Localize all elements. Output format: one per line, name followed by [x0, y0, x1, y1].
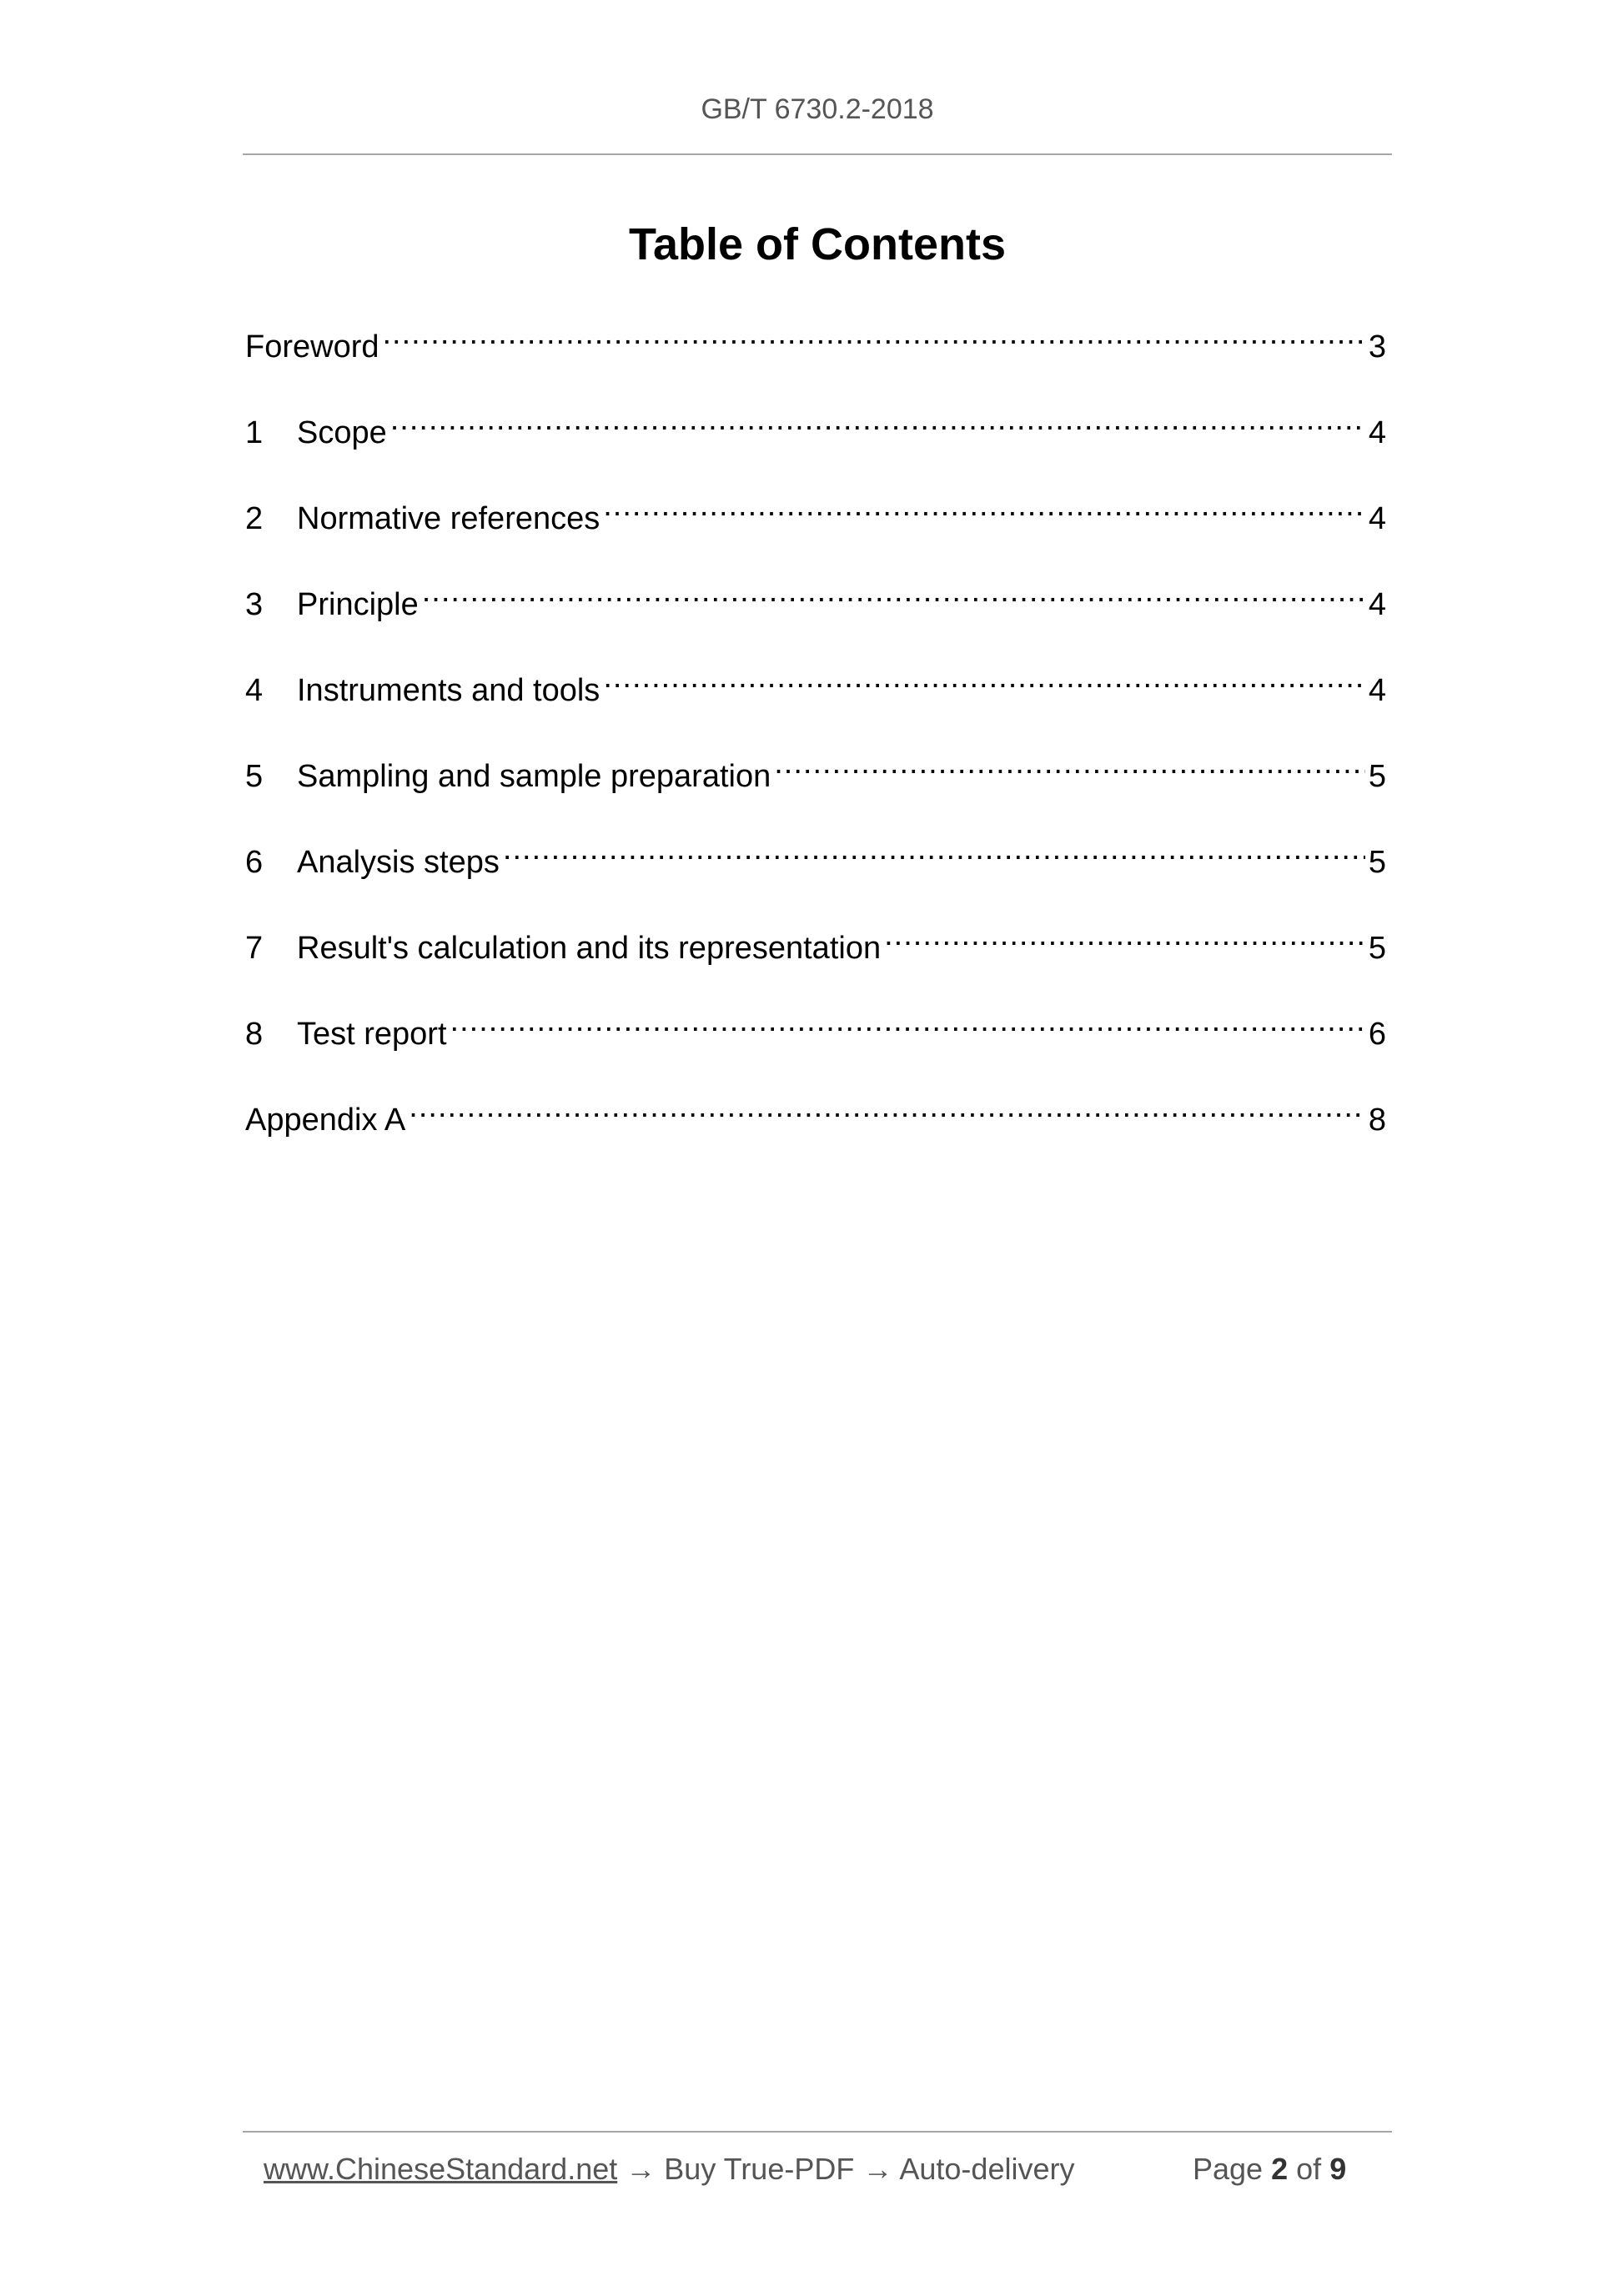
document-header: GB/T 6730.2-2018 — [701, 93, 934, 125]
toc-entry-label: Normative references — [297, 501, 600, 536]
toc-entry-number: 7 — [245, 931, 264, 966]
toc-leader-dots — [383, 310, 1365, 357]
toc-leader-dots — [409, 1083, 1365, 1130]
toc-entry-label: Instruments and tools — [297, 673, 600, 708]
toc-entry[interactable] — [245, 310, 1386, 396]
page-indicator — [1193, 2152, 1346, 2187]
toc-entry[interactable] — [245, 654, 1386, 740]
toc-leader-dots — [884, 912, 1365, 958]
buy-true-pdf-text: Buy True-PDF — [664, 2152, 855, 2186]
toc-entry-label: Appendix A — [245, 1103, 406, 1138]
toc-leader-dots — [603, 482, 1365, 529]
toc-entry[interactable] — [245, 568, 1386, 654]
toc-entry-page: 3 — [1368, 329, 1386, 364]
toc-entry-number: 3 — [245, 587, 264, 622]
toc-entry-page: 5 — [1368, 931, 1386, 966]
toc-entry-label: Analysis steps — [297, 845, 500, 880]
toc-entry-page: 8 — [1368, 1103, 1386, 1138]
table-of-contents — [245, 310, 1386, 1169]
chinesestandard-link[interactable]: www.ChineseStandard.net — [264, 2152, 618, 2186]
toc-entry-label: Sampling and sample preparation — [297, 759, 771, 794]
toc-entry[interactable] — [245, 1083, 1386, 1169]
page-title: Table of Contents — [629, 219, 1006, 269]
toc-entry[interactable] — [245, 396, 1386, 482]
toc-entry-number: 8 — [245, 1017, 264, 1052]
toc-leader-dots — [422, 568, 1365, 615]
auto-delivery-text: Auto-delivery — [899, 2152, 1075, 2186]
toc-entry-label: Scope — [297, 415, 387, 450]
toc-entry-number: 5 — [245, 759, 264, 794]
toc-entry-number: 2 — [245, 501, 264, 536]
toc-entry-label: Test report — [297, 1017, 447, 1052]
toc-entry-number: 6 — [245, 845, 264, 880]
arrow-right-icon: → — [862, 2152, 893, 2186]
toc-entry-page: 4 — [1368, 673, 1386, 708]
toc-entry-label: Result's calculation and its representation — [297, 931, 882, 966]
toc-entry[interactable] — [245, 997, 1386, 1083]
toc-entry[interactable] — [245, 912, 1386, 997]
toc-entry-page: 4 — [1368, 501, 1386, 536]
footer-divider — [243, 2131, 1392, 2133]
toc-entry-number: 4 — [245, 673, 264, 708]
toc-entry[interactable] — [245, 482, 1386, 568]
toc-leader-dots — [774, 740, 1365, 786]
toc-entry-page: 4 — [1368, 415, 1386, 450]
toc-entry[interactable] — [245, 740, 1386, 826]
header-divider — [243, 153, 1392, 155]
toc-leader-dots — [450, 997, 1365, 1044]
toc-entry[interactable] — [245, 826, 1386, 912]
toc-entry-number: 1 — [245, 415, 264, 450]
page-label: Page — [1193, 2152, 1264, 2186]
toc-entry-page: 6 — [1368, 1017, 1386, 1052]
toc-leader-dots — [503, 826, 1365, 872]
toc-leader-dots — [603, 654, 1365, 701]
footer-links — [264, 2152, 1074, 2187]
toc-entry-page: 5 — [1368, 845, 1386, 880]
toc-entry-label: Foreword — [245, 329, 379, 364]
page-of-label: of — [1296, 2152, 1322, 2186]
toc-entry-label: Principle — [297, 587, 419, 622]
toc-leader-dots — [390, 396, 1365, 443]
page-current: 2 — [1271, 2152, 1289, 2186]
toc-entry-page: 5 — [1368, 759, 1386, 794]
page-total: 9 — [1329, 2152, 1347, 2186]
arrow-right-icon: → — [626, 2152, 656, 2186]
toc-entry-page: 4 — [1368, 587, 1386, 622]
